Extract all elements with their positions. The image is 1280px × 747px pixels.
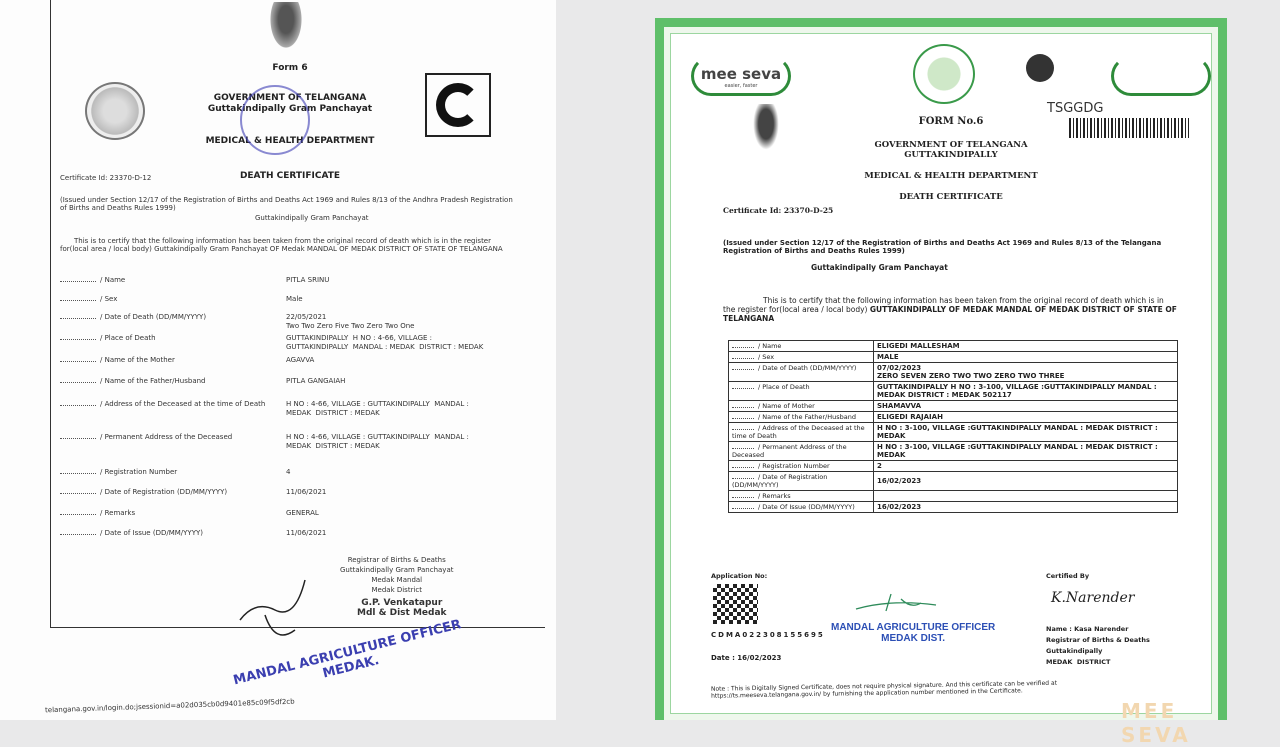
field-value: 11/06/2021 (286, 488, 327, 496)
code-label: TSGGDG (1047, 101, 1104, 116)
logo-tagline: easier, faster (724, 83, 758, 89)
field-value (874, 491, 1178, 502)
field-label-text: / Registration Number (100, 468, 178, 476)
panchayat-name: Guttakindipally Gram Panchayat (207, 104, 373, 114)
field-label-text: / Name of the Mother (100, 356, 175, 364)
field-value: H NO : 4-66, VILLAGE : GUTTAKINDIPALLY MANDAL : MEDAK DISTRICT : MEDAK (286, 400, 469, 417)
logo-text: mee seva (700, 65, 782, 83)
field-label: / Date Of Issue (DD/MM/YYYY) (758, 503, 855, 511)
field-label: / Date of Death (DD/MM/YYYY) (758, 364, 857, 372)
watermark: MEE SEVA (1121, 699, 1191, 747)
field-label (60, 529, 203, 537)
field-value: PITLA GANGAIAH (286, 377, 346, 385)
field-row (60, 468, 530, 482)
application-number: CDMA022308155695 (711, 631, 825, 639)
field-value: 16/02/2023 (874, 502, 1178, 513)
registrar-signature: K.Narender (1051, 590, 1135, 606)
field-label: / Name of the Father/Husband (758, 413, 856, 421)
field-value: GUTTAKINDIPALLY H NO : 3-100, VILLAGE :GUTTAKINDIPALLY MANDAL : MEDAK DISTRICT : MEDAK 502117 (874, 382, 1178, 401)
field-row (60, 276, 530, 290)
field-row (60, 400, 530, 417)
field-row (60, 509, 530, 523)
certificate-id: Certificate Id: 23370-D-12 (60, 174, 152, 182)
field-label (60, 488, 227, 496)
left-certificate (0, 0, 556, 720)
field-value: 4 (286, 468, 291, 476)
village-name: GUTTAKINDIPALLY (904, 150, 998, 160)
field-label-text: / Date of Registration (DD/MM/YYYY) (100, 488, 228, 496)
field-label (60, 313, 206, 321)
agriculture-officer-stamp: MANDAL AGRICULTURE OFFICER MEDAK DIST. (831, 622, 996, 644)
field-label-text: / Name of the Father/Husband (100, 377, 206, 385)
field-row (60, 377, 530, 391)
form-number: FORM No.6 (918, 116, 984, 127)
field-label-text: / Date of Death (DD/MM/YYYY) (100, 313, 207, 321)
certificate-title: DEATH CERTIFICATE (899, 192, 1003, 202)
field-value: GUTTAKINDIPALLY H NO : 4-66, VILLAGE : GUTTAKINDIPALLY MANDAL : MEDAK DISTRICT : MEDAK (286, 334, 484, 351)
table-row (729, 341, 1178, 352)
source-url: telangana.gov.in/login.do;jsessionid=a02d035cb0d9401e85c09f5df2cb (44, 697, 295, 715)
field-row (60, 356, 530, 370)
field-value: ELIGEDI MALLESHAM (874, 341, 1178, 352)
telangana-emblem-icon (913, 44, 975, 104)
field-label: / Sex (758, 353, 775, 361)
issued-under: (Issued under Section 12/17 of the Registration of Births and Deaths Act 1969 and Rules 8/13 of the Andhra Pradesh Registration of Births and Deaths Rules 1999) (60, 196, 513, 212)
field-row (60, 433, 530, 450)
registrar-block: Registrar of Births & Deaths Guttakindipally Gram Panchayat Medak Mandal Medak District (340, 556, 454, 594)
table-row (729, 412, 1178, 423)
field-value: AGAVVA (286, 356, 315, 364)
field-value: 22/05/2021 Two Two Zero Five Two Zero Two One (286, 313, 415, 330)
table-row (729, 423, 1178, 442)
meeseva-telugu-logo-icon (1111, 56, 1211, 96)
field-label (60, 509, 135, 517)
field-value: 07/02/2023 ZERO SEVEN ZERO TWO TWO ZERO TWO THREE (874, 363, 1178, 382)
department-name: MEDICAL & HEALTH DEPARTMENT (864, 171, 1038, 181)
certify-text-body: This is to certify that the following information has been taken from the original record of death which is in the register for(local area / local body) (723, 296, 1164, 314)
field-label (60, 356, 175, 364)
government-name: GOVERNMENT OF TELANGANA (213, 93, 367, 103)
table-row (729, 382, 1178, 401)
field-value: MALE (874, 352, 1178, 363)
table-row (729, 461, 1178, 472)
field-row (60, 488, 530, 502)
issued-under: (Issued under Section 12/17 of the Registration of Births and Deaths Act 1969 and Rules 8/13 of the Telangana Registration of Births and Deaths Rules 1999) (723, 239, 1162, 255)
field-value: SHAMAVVA (874, 401, 1178, 412)
field-label: / Registration Number (758, 462, 830, 470)
panchayat-line: Guttakindipally Gram Panchayat (811, 263, 948, 272)
certified-by-label: Certified By (1046, 572, 1090, 580)
ashoka-emblem-icon (751, 104, 781, 154)
field-value: 11/06/2021 (286, 529, 327, 537)
field-value: H NO : 3-100, VILLAGE :GUTTAKINDIPALLY MANDAL : MEDAK DISTRICT : MEDAK (874, 423, 1178, 442)
panchayat-seal-icon (240, 85, 310, 155)
field-label-text: / Permanent Address of the Deceased (100, 433, 233, 441)
certify-text: This is to certify that the following information has been taken from the original record of death which is in the register for(local area / local body) Guttakindipally Gram Panchayat OF Medak MANDAL OF MEDAK DISTRICT OF STATE OF TELANGANA (60, 237, 503, 253)
field-label-text: / Address of the Deceased at the time of Death (100, 400, 266, 408)
field-row (60, 529, 530, 543)
field-label (60, 295, 117, 303)
field-label: / Name of Mother (758, 402, 815, 410)
field-row (60, 334, 530, 351)
government-name: GOVERNMENT OF TELANGANA (874, 140, 1028, 150)
field-value: GENERAL (286, 509, 319, 517)
field-label (60, 433, 232, 441)
application-label: Application No: (711, 572, 768, 580)
field-label: / Date of Registration (DD/MM/YYYY) (732, 473, 828, 489)
field-label: / Place of Death (758, 383, 810, 391)
signature-icon (851, 589, 941, 619)
field-value: Male (286, 295, 303, 303)
field-label: / Remarks (758, 492, 791, 500)
field-label-text: / Remarks (100, 509, 136, 517)
department-name: MEDICAL & HEALTH DEPARTMENT (205, 136, 375, 146)
field-value: PITLA SRINU (286, 276, 330, 284)
barcode-icon (1069, 118, 1189, 138)
certificate-id: Certificate Id: 23370-D-25 (723, 206, 834, 215)
registrar-block: Name : Kasa Narender Registrar of Births & Deaths Guttakindipally MEDAK DISTRICT (1046, 625, 1150, 666)
table-row (729, 442, 1178, 461)
table-row (729, 502, 1178, 513)
form-number: Form 6 (272, 63, 308, 73)
qr-code-icon (713, 584, 758, 624)
certify-text-bold: GUTTAKINDIPALLY OF MEDAK MANDAL OF MEDAK DISTRICT OF STATE OF TELANGANA (723, 305, 1177, 323)
details-table (728, 340, 1178, 513)
field-value: 2 (874, 461, 1178, 472)
field-label-text: / Sex (100, 295, 118, 303)
field-value: ELIGEDI RAJAIAH (874, 412, 1178, 423)
verification-note: Note : This is Digitally Signed Certificate, does not require physical signature. And this certificate can be verified at https://ts.meeseva.telangana.gov.in/ by furnishing the application number mentioned in the Certificate. (710, 679, 1058, 700)
right-certificate (655, 18, 1227, 747)
field-label-text: / Place of Death (100, 334, 156, 342)
panchayat-line: Guttakindipally Gram Panchayat (255, 214, 369, 222)
certificate-title: DEATH CERTIFICATE (239, 171, 341, 181)
ashoka-emblem-icon (268, 2, 304, 52)
meeseva-logo (691, 56, 791, 96)
field-label: / Permanent Address of the Deceased (732, 443, 847, 459)
table-row (729, 472, 1178, 491)
table-row (729, 352, 1178, 363)
field-value: H NO : 4-66, VILLAGE : GUTTAKINDIPALLY MANDAL : MEDAK DISTRICT : MEDAK (286, 433, 469, 450)
field-value: H NO : 3-100, VILLAGE :GUTTAKINDIPALLY MANDAL : MEDAK DISTRICT : MEDAK (874, 442, 1178, 461)
field-label (60, 377, 206, 385)
field-value: 16/02/2023 (874, 472, 1178, 491)
field-row (60, 313, 530, 330)
table-row (729, 491, 1178, 502)
qr-seal-icon (1026, 54, 1054, 82)
field-label-text: / Date of Issue (DD/MM/YYYY) (100, 529, 203, 537)
telangana-emblem-icon (85, 82, 145, 140)
field-label (60, 468, 177, 476)
field-label (60, 400, 265, 408)
field-label-text: / Name (100, 276, 126, 284)
agriculture-officer-stamp: MANDAL AGRICULTURE OFFICER MEDAK. (231, 617, 463, 689)
field-row (60, 295, 530, 309)
issue-date: Date : 16/02/2023 (711, 654, 782, 662)
table-row (729, 401, 1178, 412)
table-row (729, 363, 1178, 382)
certify-text (723, 296, 1178, 323)
field-label (60, 334, 156, 342)
field-label (60, 276, 125, 284)
seal-text: G.P. Venkatapur Mdl & Dist Medak (357, 598, 447, 618)
field-label: / Address of the Deceased at the time of Death (732, 424, 865, 440)
field-label: / Name (758, 342, 782, 350)
signature-icon (235, 570, 315, 650)
